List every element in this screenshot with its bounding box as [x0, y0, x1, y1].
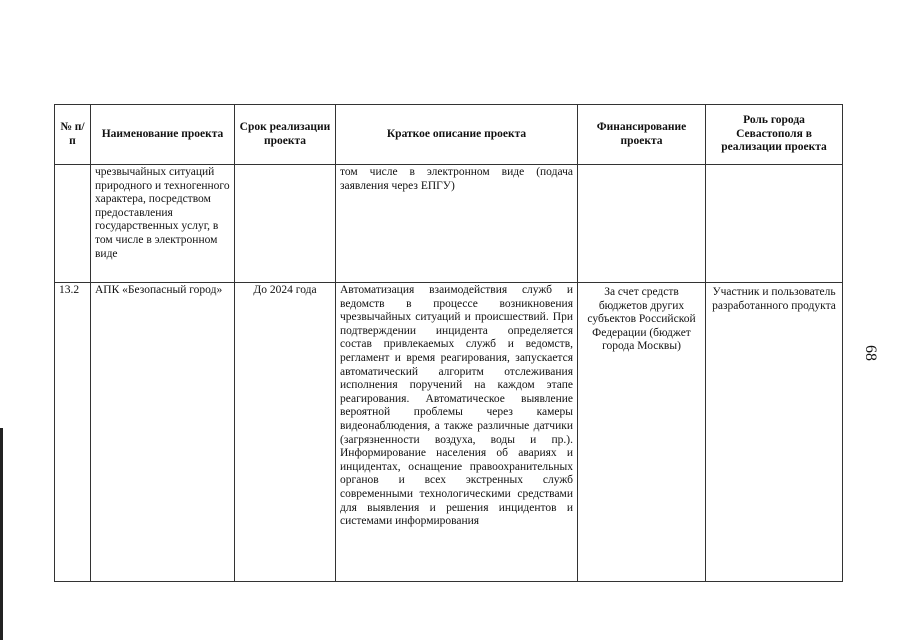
table-row: [55, 283, 843, 582]
scan-edge: [0, 428, 3, 640]
cell-term: До 2024 года: [235, 283, 336, 582]
header-term: Срок реализации проекта: [235, 105, 336, 165]
table-row: [55, 165, 843, 283]
cell-name: АПК «Безопасный город»: [91, 283, 235, 582]
header-description: Краткое описание проекта: [336, 105, 578, 165]
cell-financing: За счет средств бюджетов других субъектов Российской Федерации (бюджет города Москвы): [578, 283, 706, 582]
cell-role: Участник и пользователь разработанного продукта: [706, 283, 843, 582]
header-role: Роль города Севастополя в реализации проекта: [706, 105, 843, 165]
table-header-row: [55, 105, 843, 165]
cell-name: чрезвычайных ситуаций природного и техногенного характера, посредством предоставления государственных услуг, в том числе в электронном виде: [91, 165, 235, 283]
cell-role: [706, 165, 843, 283]
header-financing: Финансирование проекта: [578, 105, 706, 165]
cell-term: [235, 165, 336, 283]
cell-num: 13.2: [55, 283, 91, 582]
cell-num: [55, 165, 91, 283]
projects-table: [54, 104, 843, 582]
header-num: № п/п: [55, 105, 91, 165]
cell-financing: [578, 165, 706, 283]
page-number: 68: [862, 345, 879, 361]
cell-description: Автоматизация взаимодействия служб и ведомств в процессе возникновения чрезвычайных ситуаций и происшествий. При подтверждении инцидента определяется состав привлекаемых служб и ведомств, регламент и время реагирования, запускается автоматический алгоритм отслеживания исполнения поручений на каждом этапе реагирования. Автоматическое выявление вероятной проблемы через камеры видеонаблюдения, а также различные датчики (загрязненности воздуха, воды и пр.). Информирование населения об авариях и инцидентах, оснащение правоохранительных органов и всех экстренных служб современными технологическими средствами для выявления и решения инцидентов и системами информирования: [336, 283, 578, 582]
header-name: Наименование проекта: [91, 105, 235, 165]
cell-description: том числе в электронном виде (подача заявления через ЕПГУ): [336, 165, 578, 283]
